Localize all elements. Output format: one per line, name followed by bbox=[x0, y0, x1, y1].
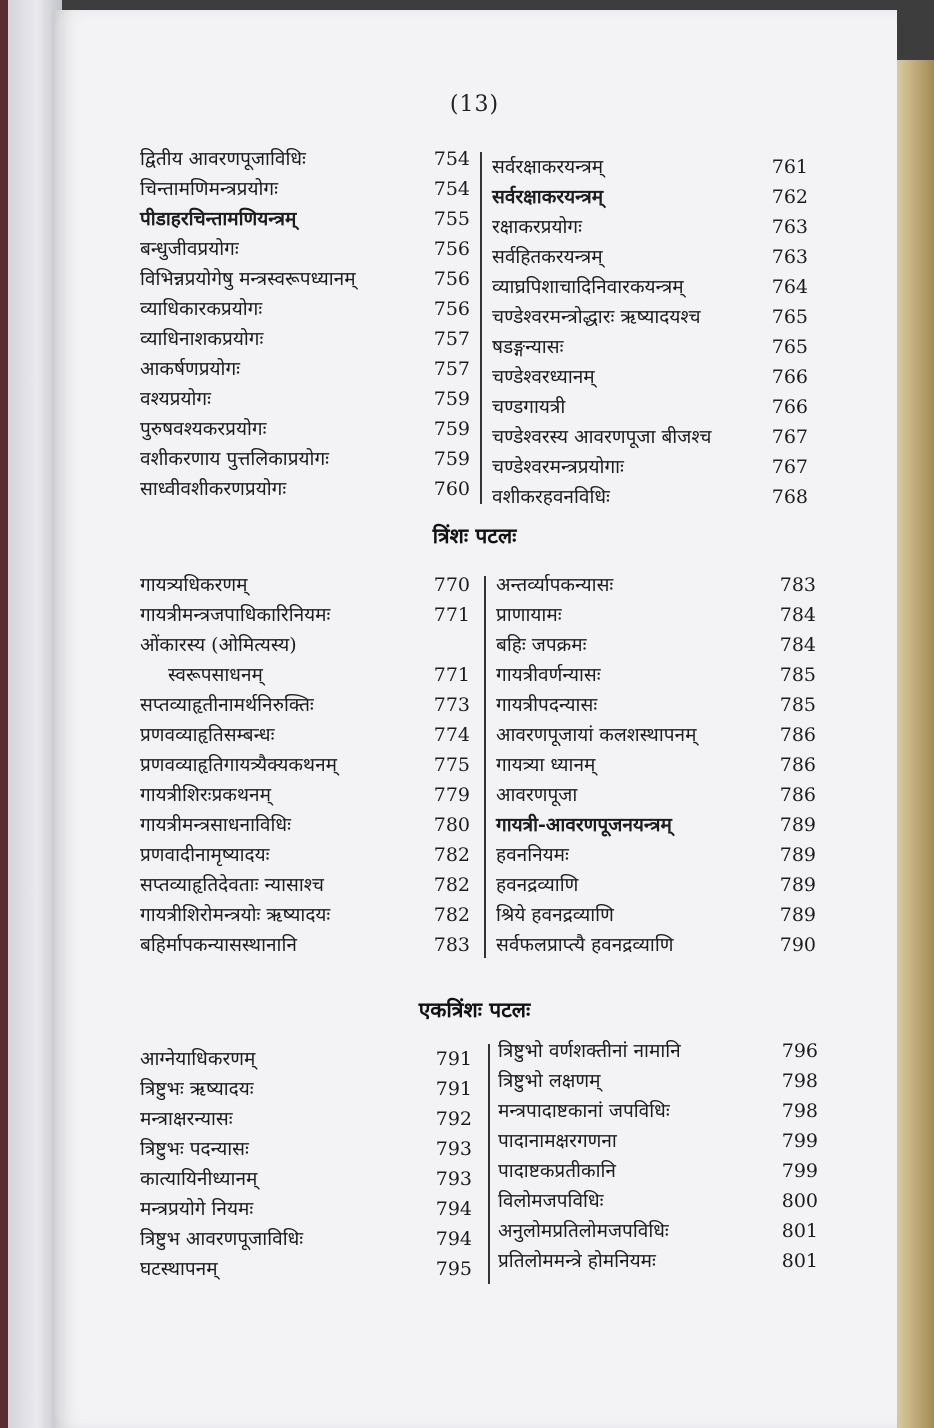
toc-entry bbox=[140, 1224, 472, 1254]
entry-page-number: 754 bbox=[433, 178, 470, 200]
entry-page-number: 786 bbox=[779, 754, 816, 776]
toc-entry bbox=[498, 1096, 818, 1126]
toc-entry bbox=[492, 452, 808, 482]
entry-page-number: 764 bbox=[771, 276, 808, 298]
toc-entry bbox=[496, 750, 816, 780]
toc-entry bbox=[496, 600, 816, 630]
entry-page-number: 783 bbox=[779, 574, 816, 596]
entry-page-number: 766 bbox=[771, 366, 808, 388]
entry-page-number: 762 bbox=[771, 186, 808, 208]
toc-entry bbox=[140, 1194, 472, 1224]
toc-entry bbox=[492, 392, 808, 422]
toc-entry bbox=[498, 1216, 818, 1246]
entry-title: सर्वफलप्राप्त्यै हवनद्रव्याणि bbox=[496, 934, 674, 956]
toc-entry bbox=[492, 362, 808, 392]
entry-page-number: 756 bbox=[433, 268, 470, 290]
entry-page-number: 789 bbox=[779, 904, 816, 926]
toc-entry bbox=[140, 1074, 472, 1104]
toc-entry bbox=[140, 1044, 472, 1074]
entry-title: वश्यप्रयोगः bbox=[140, 388, 211, 410]
entry-title: चण्डेश्वरध्यानम् bbox=[492, 366, 595, 388]
entry-title: गायत्रीवर्णन्यासः bbox=[496, 664, 601, 686]
entry-title: गायत्र्या ध्यानम् bbox=[496, 754, 596, 776]
entry-title: कात्यायिनीध्यानम् bbox=[140, 1168, 258, 1190]
toc-entry bbox=[140, 414, 470, 444]
entry-page-number: 789 bbox=[779, 844, 816, 866]
toc-entry bbox=[140, 810, 470, 840]
entry-page-number: 768 bbox=[771, 486, 808, 508]
entry-page-number: 790 bbox=[779, 934, 816, 956]
toc-entry bbox=[496, 900, 816, 930]
column-divider bbox=[480, 152, 482, 504]
toc-entry bbox=[140, 570, 470, 600]
entry-title: प्रतिलोममन्त्रे होमनियमः bbox=[498, 1250, 656, 1272]
entry-page-number: 775 bbox=[433, 754, 470, 776]
toc-entry bbox=[140, 900, 470, 930]
toc-entry bbox=[492, 212, 808, 242]
entry-title: प्रणवव्याहृतिसम्बन्धः bbox=[140, 724, 275, 746]
toc-entry bbox=[492, 242, 808, 272]
toc-entry bbox=[140, 144, 470, 174]
block1-left-column bbox=[140, 144, 470, 504]
toc-entry bbox=[140, 1104, 472, 1134]
entry-page-number: 798 bbox=[781, 1070, 818, 1092]
toc-entry bbox=[140, 750, 470, 780]
toc-entry bbox=[140, 840, 470, 870]
entry-title: रक्षाकरप्रयोगः bbox=[492, 216, 582, 238]
entry-title: विभिन्नप्रयोगेषु मन्त्रस्वरूपध्यानम् bbox=[140, 268, 356, 290]
entry-title: गायत्रीमन्त्रजपाधिकारिनियमः bbox=[140, 604, 331, 626]
block2-right-column bbox=[496, 570, 816, 960]
toc-entry bbox=[140, 444, 470, 474]
toc-entry bbox=[492, 182, 808, 212]
entry-title: हवननियमः bbox=[496, 844, 569, 866]
entry-page-number: 756 bbox=[433, 238, 470, 260]
block2-left-column bbox=[140, 570, 470, 960]
column-divider bbox=[488, 1044, 490, 1284]
entry-title: व्याधिकारकप्रयोगः bbox=[140, 298, 263, 320]
entry-title: प्रणवादीनामृष्यादयः bbox=[140, 844, 270, 866]
entry-page-number: 756 bbox=[433, 298, 470, 320]
entry-page-number: 761 bbox=[771, 156, 808, 178]
entry-title: सर्वरक्षाकरयन्त्रम् bbox=[492, 186, 604, 208]
section-heading-30: त्रिंशः पटलः bbox=[432, 523, 517, 548]
entry-title: स्वरूपसाधनम् bbox=[168, 664, 263, 686]
entry-page-number: 799 bbox=[781, 1160, 818, 1182]
entry-page-number: 771 bbox=[433, 664, 470, 686]
entry-title: पुरुषवश्यकरप्रयोगः bbox=[140, 418, 267, 440]
toc-entry bbox=[498, 1156, 818, 1186]
entry-page-number: 779 bbox=[433, 784, 470, 806]
entry-title: प्राणायामः bbox=[496, 604, 562, 626]
entry-title: गायत्रीशिरःप्रकथनम् bbox=[140, 784, 271, 806]
entry-title: चण्डेश्वरमन्त्रप्रयोगाः bbox=[492, 456, 624, 478]
toc-entry bbox=[496, 690, 816, 720]
toc-entry bbox=[140, 384, 470, 414]
entry-title: आवरणपूजायां कलशस्थापनम् bbox=[496, 724, 697, 746]
entry-title: सप्तव्याहृतिदेवताः न्यासाश्च bbox=[140, 874, 324, 896]
toc-entry bbox=[496, 870, 816, 900]
entry-page-number: 786 bbox=[779, 784, 816, 806]
toc-entry bbox=[140, 234, 470, 264]
entry-page-number: 786 bbox=[779, 724, 816, 746]
entry-title: त्रिष्टुभो लक्षणम् bbox=[498, 1070, 601, 1092]
toc-entry bbox=[140, 354, 470, 384]
toc-entry bbox=[496, 630, 816, 660]
entry-page-number: 767 bbox=[771, 456, 808, 478]
entry-page-number: 794 bbox=[435, 1198, 472, 1220]
entry-page-number: 791 bbox=[435, 1048, 472, 1070]
entry-title: सप्तव्याहृतीनामर्थनिरुक्तिः bbox=[140, 694, 314, 716]
entry-title: गायत्र्यधिकरणम् bbox=[140, 574, 248, 596]
entry-page-number: 785 bbox=[779, 664, 816, 686]
toc-entry bbox=[140, 780, 470, 810]
toc-entry bbox=[140, 720, 470, 750]
entry-title: अन्तर्व्यापकन्यासः bbox=[496, 574, 614, 596]
entry-title: चण्डगायत्री bbox=[492, 396, 566, 418]
toc-entry bbox=[140, 264, 470, 294]
entry-page-number: 785 bbox=[779, 694, 816, 716]
entry-page-number: 800 bbox=[781, 1190, 818, 1212]
entry-title: सर्वहितकरयन्त्रम् bbox=[492, 246, 603, 268]
entry-page-number: 759 bbox=[433, 448, 470, 470]
entry-title: त्रिष्टुभो वर्णशक्तीनां नामानि bbox=[498, 1040, 681, 1062]
toc-entry bbox=[140, 204, 470, 234]
column-divider bbox=[484, 576, 486, 958]
entry-page-number: 763 bbox=[771, 216, 808, 238]
toc-entry bbox=[496, 810, 816, 840]
entry-title: गायत्रीशिरोमन्त्रयोः ऋष्यादयः bbox=[140, 904, 331, 926]
entry-title: त्रिष्टुभः पदन्यासः bbox=[140, 1138, 249, 1160]
entry-page-number: 792 bbox=[435, 1108, 472, 1130]
block1-right-column bbox=[492, 152, 808, 512]
entry-title: व्याघ्रपिशाचादिनिवारकयन्त्रम् bbox=[492, 276, 684, 298]
entry-page-number: 782 bbox=[433, 874, 470, 896]
entry-page-number: 765 bbox=[771, 336, 808, 358]
block3-right-column bbox=[498, 1036, 818, 1276]
toc-entry bbox=[496, 660, 816, 690]
entry-page-number: 791 bbox=[435, 1078, 472, 1100]
entry-title: हवनद्रव्याणि bbox=[496, 874, 579, 896]
toc-entry bbox=[492, 302, 808, 332]
entry-page-number: 801 bbox=[781, 1220, 818, 1242]
toc-entry bbox=[140, 324, 470, 354]
index-page bbox=[52, 10, 897, 1428]
toc-entry bbox=[140, 174, 470, 204]
entry-title: बन्धुजीवप्रयोगः bbox=[140, 238, 239, 260]
entry-title: व्याधिनाशकप्रयोगः bbox=[140, 328, 264, 350]
toc-entry bbox=[140, 930, 470, 960]
entry-page-number: 789 bbox=[779, 814, 816, 836]
toc-entry bbox=[496, 840, 816, 870]
entry-page-number: 771 bbox=[433, 604, 470, 626]
entry-page-number: 782 bbox=[433, 844, 470, 866]
entry-title: चण्डेश्वरस्य आवरणपूजा बीजश्च bbox=[492, 426, 712, 448]
toc-entry bbox=[498, 1036, 818, 1066]
entry-page-number: 796 bbox=[781, 1040, 818, 1062]
entry-title: गायत्री-आवरणपूजनयन्त्रम् bbox=[496, 814, 672, 836]
entry-page-number: 774 bbox=[433, 724, 470, 746]
entry-page-number: 782 bbox=[433, 904, 470, 926]
entry-page-number: 755 bbox=[433, 208, 470, 230]
toc-entry bbox=[492, 272, 808, 302]
entry-title: पादानामक्षरगणना bbox=[498, 1130, 617, 1152]
toc-entry bbox=[140, 294, 470, 324]
entry-page-number: 780 bbox=[433, 814, 470, 836]
entry-page-number: 773 bbox=[433, 694, 470, 716]
entry-title: सर्वरक्षाकरयन्त्रम् bbox=[492, 156, 604, 178]
entry-title: प्रणवव्याहृतिगायत्र्यैक्यकथनम् bbox=[140, 754, 337, 776]
entry-title: चण्डेश्वरमन्त्रोद्धारः ऋष्यादयश्च bbox=[492, 306, 701, 328]
entry-title: मन्त्राक्षरन्यासः bbox=[140, 1108, 233, 1130]
entry-page-number: 754 bbox=[433, 148, 470, 170]
entry-page-number: 759 bbox=[433, 388, 470, 410]
book-spine bbox=[0, 0, 8, 1428]
toc-entry bbox=[140, 1134, 472, 1164]
toc-entry bbox=[498, 1066, 818, 1096]
toc-entry bbox=[496, 570, 816, 600]
entry-title: वशीकरणाय पुत्तलिकाप्रयोगः bbox=[140, 448, 330, 470]
toc-entry bbox=[498, 1186, 818, 1216]
entry-title: अनुलोमप्रतिलोमजपविधिः bbox=[498, 1220, 669, 1242]
entry-title: गायत्रीपदन्यासः bbox=[496, 694, 598, 716]
entry-page-number: 793 bbox=[435, 1138, 472, 1160]
entry-title: पीडाहरचिन्तामणियन्त्रम् bbox=[140, 208, 297, 230]
entry-page-number: 783 bbox=[433, 934, 470, 956]
entry-title: बहिर्मापकन्यासस्थानानि bbox=[140, 934, 297, 956]
entry-page-number: 757 bbox=[433, 328, 470, 350]
entry-title: चिन्तामणिमन्त्रप्रयोगः bbox=[140, 178, 278, 200]
toc-entry bbox=[140, 600, 470, 630]
toc-entry bbox=[492, 152, 808, 182]
entry-title: साध्वीवशीकरणप्रयोगः bbox=[140, 478, 287, 500]
entry-page-number: 799 bbox=[781, 1130, 818, 1152]
toc-entry bbox=[140, 1164, 472, 1194]
entry-title: षडङ्गन्यासः bbox=[492, 336, 564, 358]
entry-title: आकर्षणप्रयोगः bbox=[140, 358, 241, 380]
toc-entry bbox=[140, 690, 470, 720]
entry-page-number: 794 bbox=[435, 1228, 472, 1250]
entry-title: त्रिष्टुभः ऋष्यादयः bbox=[140, 1078, 254, 1100]
entry-title: आवरणपूजा bbox=[496, 784, 578, 806]
toc-entry bbox=[498, 1246, 818, 1276]
entry-page-number: 789 bbox=[779, 874, 816, 896]
entry-title: पादाष्टकप्रतीकानि bbox=[498, 1160, 616, 1182]
entry-page-number: 757 bbox=[433, 358, 470, 380]
toc-entry bbox=[492, 482, 808, 512]
entry-title: मन्त्रप्रयोगे नियमः bbox=[140, 1198, 254, 1220]
entry-page-number: 801 bbox=[781, 1250, 818, 1272]
entry-page-number: 763 bbox=[771, 246, 808, 268]
toc-entry bbox=[140, 474, 470, 504]
toc-entry bbox=[140, 630, 470, 660]
toc-entry bbox=[496, 720, 816, 750]
entry-title: श्रिये हवनद्रव्याणि bbox=[496, 904, 614, 926]
entry-page-number: 795 bbox=[435, 1258, 472, 1280]
entry-title: ओंकारस्य (ओमित्यस्य) bbox=[140, 634, 297, 656]
entry-page-number: 759 bbox=[433, 418, 470, 440]
entry-title: द्वितीय आवरणपूजाविधिः bbox=[140, 148, 306, 170]
section-heading-31: एकत्रिंशः पटलः bbox=[418, 997, 531, 1022]
block3-left-column bbox=[140, 1044, 472, 1284]
page-number: (13) bbox=[449, 92, 500, 117]
entry-page-number: 793 bbox=[435, 1168, 472, 1190]
entry-page-number: 760 bbox=[433, 478, 470, 500]
entry-page-number: 784 bbox=[779, 634, 816, 656]
toc-entry bbox=[496, 930, 816, 960]
entry-title: मन्त्रपादाष्टकानां जपविधिः bbox=[498, 1100, 670, 1122]
entry-page-number: 784 bbox=[779, 604, 816, 626]
entry-title: आग्नेयाधिकरणम् bbox=[140, 1048, 256, 1070]
entry-page-number: 798 bbox=[781, 1100, 818, 1122]
entry-page-number: 766 bbox=[771, 396, 808, 418]
entry-page-number: 770 bbox=[433, 574, 470, 596]
toc-entry bbox=[498, 1126, 818, 1156]
entry-page-number: 765 bbox=[771, 306, 808, 328]
toc-entry bbox=[140, 870, 470, 900]
entry-title: बहिः जपक्रमः bbox=[496, 634, 587, 656]
toc-entry bbox=[496, 780, 816, 810]
entry-title: त्रिष्टुभ आवरणपूजाविधिः bbox=[140, 1228, 304, 1250]
entry-title: गायत्रीमन्त्रसाधनाविधिः bbox=[140, 814, 291, 836]
toc-entry bbox=[140, 660, 470, 690]
toc-entry bbox=[492, 422, 808, 452]
toc-entry bbox=[492, 332, 808, 362]
entry-title: विलोमजपविधिः bbox=[498, 1190, 604, 1212]
entry-title: घटस्थापनम् bbox=[140, 1258, 218, 1280]
entry-title: वशीकरहवनविधिः bbox=[492, 486, 610, 508]
entry-page-number: 767 bbox=[771, 426, 808, 448]
toc-entry bbox=[140, 1254, 472, 1284]
